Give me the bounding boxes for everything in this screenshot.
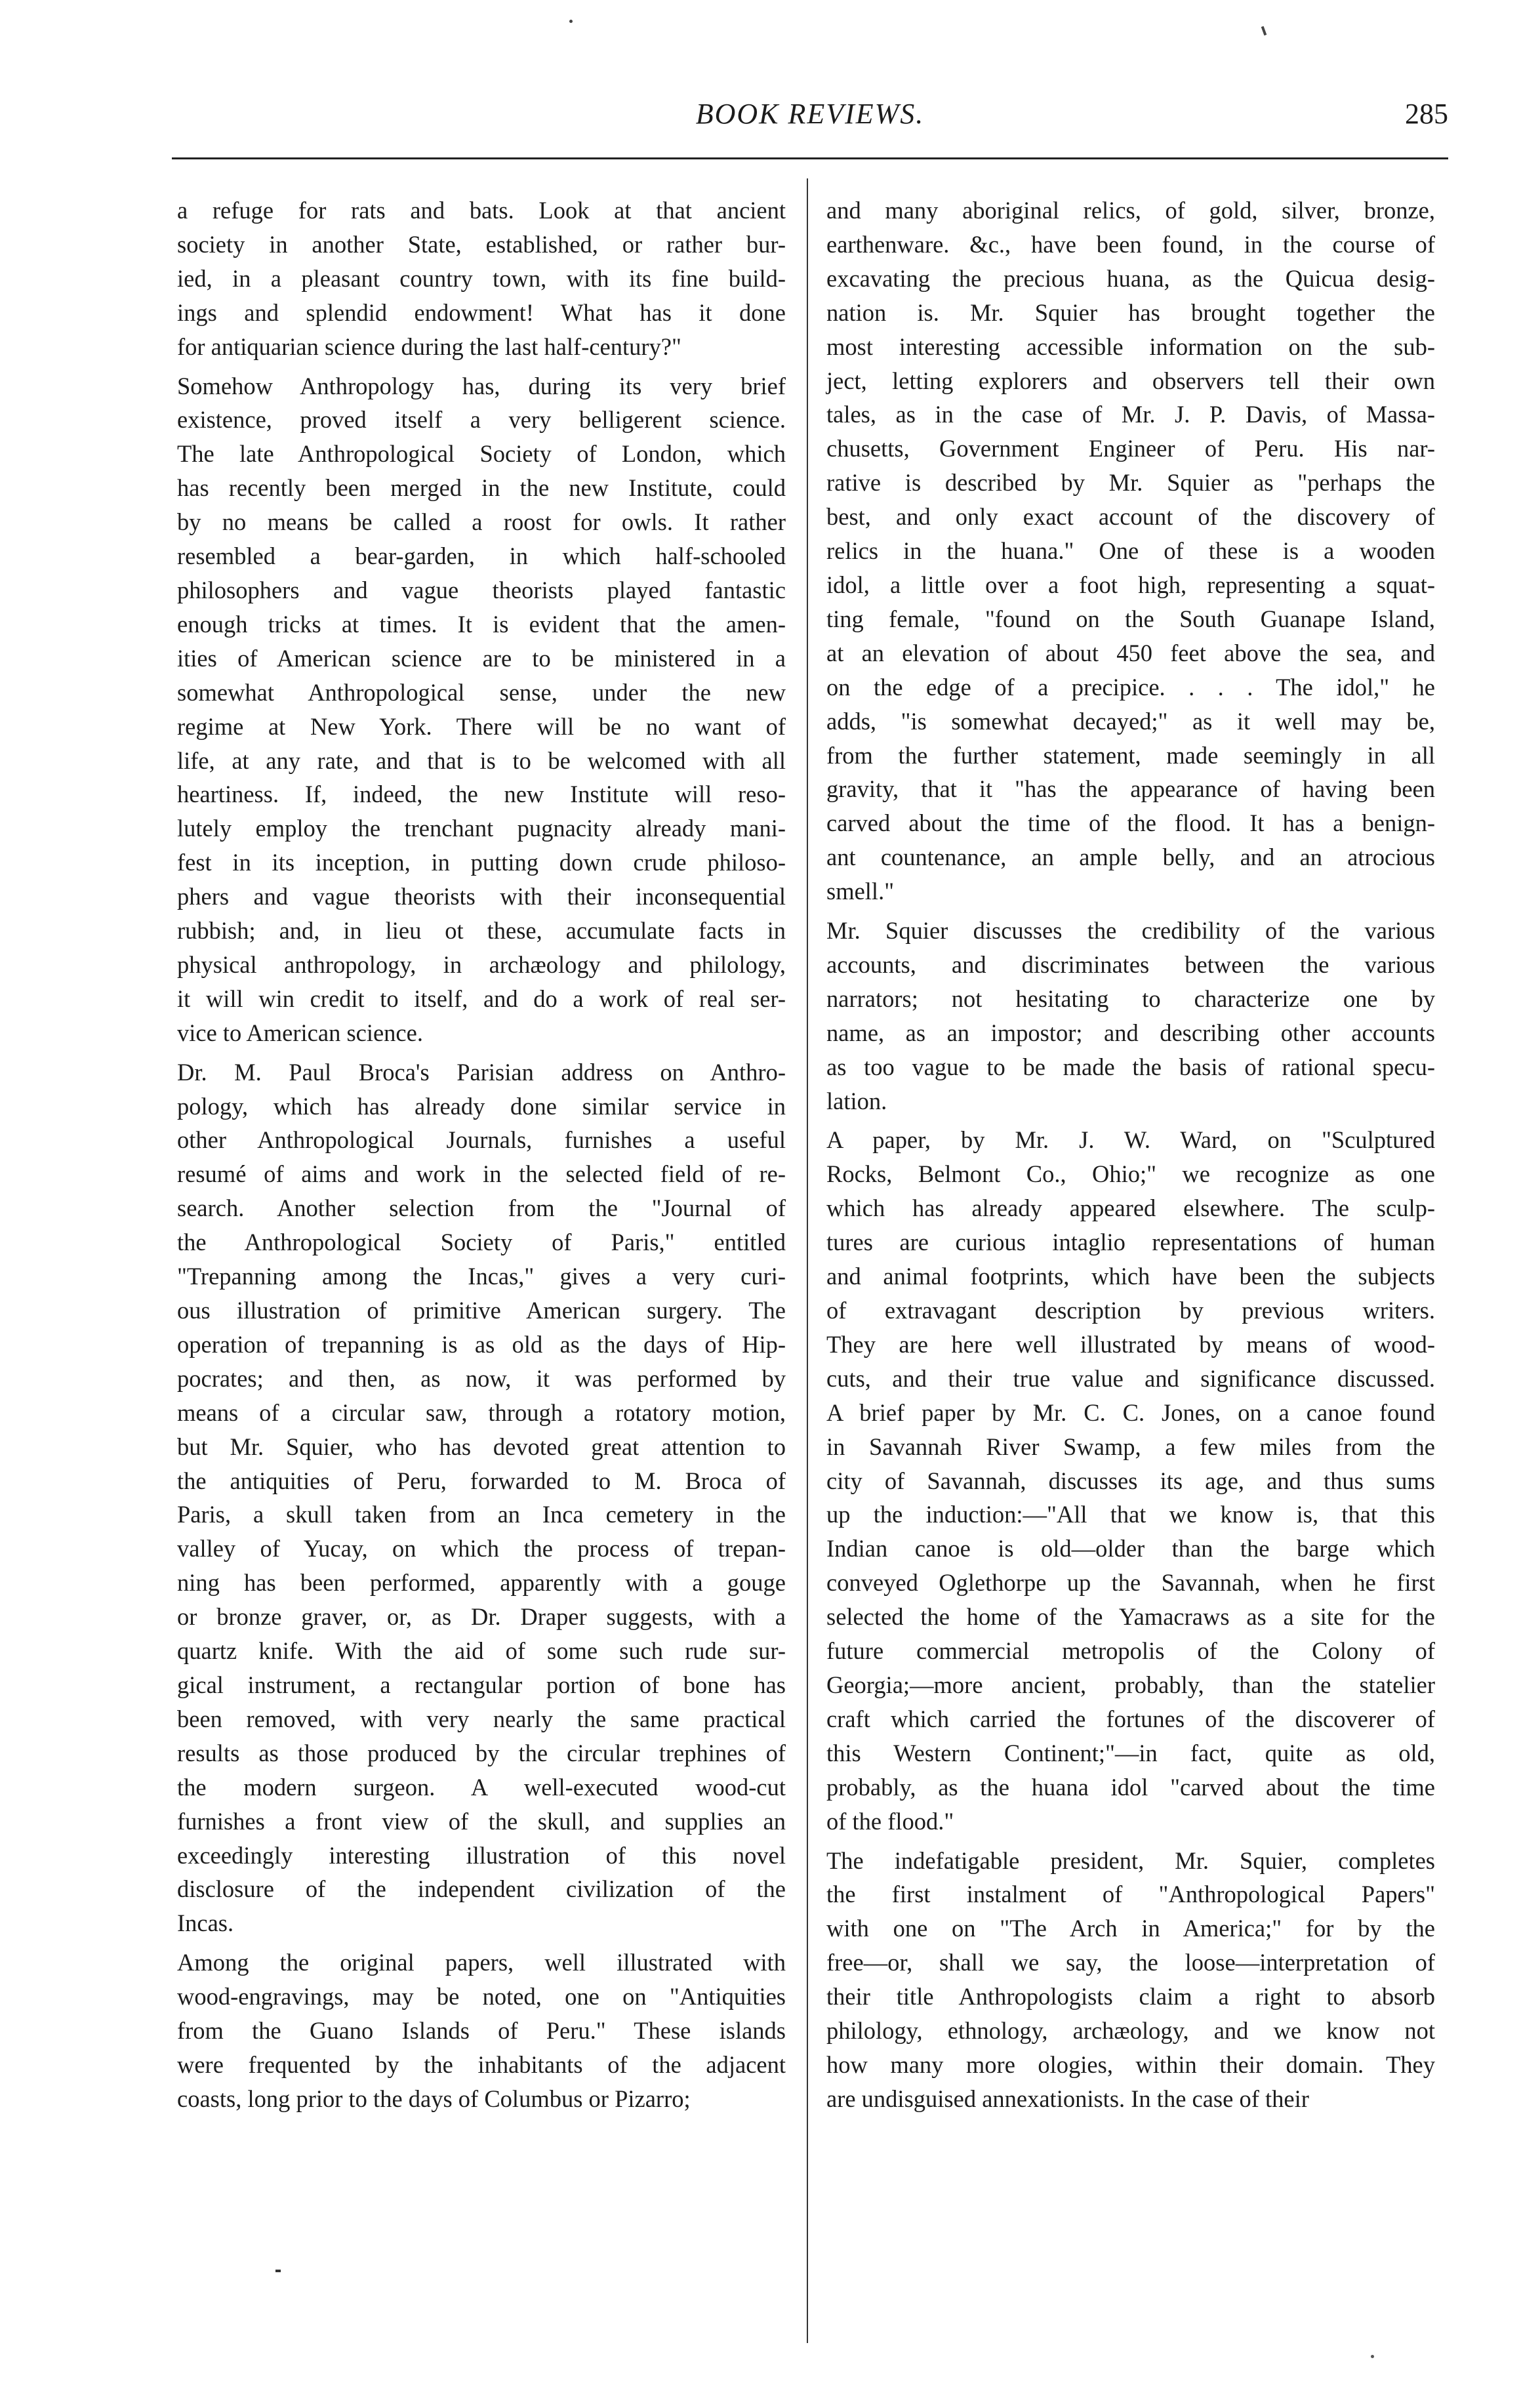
text-line: accounts, and discriminates between the various [826,950,1435,978]
text-line: and many aboriginal relics, of gold, silver, bronze, [826,197,1435,224]
page-number: 285 [1405,98,1448,130]
column-divider [807,178,808,2343]
print-speck [569,20,573,23]
text-line: on the edge of a precipice. . . . The idol," he [826,673,1435,701]
text-line: Paris, a skull taken from an Inca cemetery in the [177,1501,786,1528]
text-line: at an elevation of about 450 feet above the sea, and [826,639,1435,666]
text-line: disclosure of the independent civilization of the [177,1875,786,1903]
text-line: adds, "is somewhat decayed;" as it well may be, [826,707,1435,735]
print-mark [1261,26,1267,36]
text-line: society in another State, established, or rather bur- [177,230,786,258]
text-line: this Western Continent;"—in fact, quite as old, [826,1739,1435,1766]
text-line: Georgia;—more ancient, probably, than the statelier [826,1671,1435,1698]
text-line: idol, a little over a foot high, representing a squat- [826,571,1435,598]
text-line: tures are curious intaglio representations of human [826,1229,1435,1256]
text-line: up the induction:—"All that we know is, that this [826,1501,1435,1528]
paragraph [177,1055,786,1941]
text-line: as too vague to be made the basis of rational specu- [826,1053,1435,1080]
text-line: it will win credit to itself, and do a work of real ser- [177,985,786,1012]
text-line: physical anthropology, in archæology and philology, [177,950,786,978]
text-line: tales, as in the case of Mr. J. P. Davis, of Massa- [826,401,1435,428]
text-line: ject, letting explorers and observers tell their own [826,367,1435,394]
page-header [172,84,1448,140]
text-line: ting female, "found on the South Guanape Island, [826,605,1435,632]
text-line: been removed, with very nearly the same practical [177,1705,786,1732]
text-line: carved about the time of the flood. It has a benign- [826,809,1435,837]
text-line: search. Another selection from the "Journal of [177,1194,786,1222]
text-line: conveyed Oglethorpe up the Savannah, when he first [826,1569,1435,1597]
text-line: vice to American science. [177,1019,423,1046]
text-line: wood-engravings, may be noted, one on "Antiquities [177,1983,786,2010]
text-line: nation is. Mr. Squier has brought together the [826,298,1435,326]
header-rule [172,157,1448,159]
text-line: cuts, and their true value and significance discussed. [826,1364,1435,1392]
text-line: somewhat Anthropological sense, under the new [177,678,786,706]
text-line: philosophers and vague theorists played fantastic [177,576,786,603]
text-line: lation. [826,1087,887,1114]
text-line: for antiquarian science during the last half-century?" [177,333,681,360]
text-line: ied, in a pleasant country town, with its fine build- [177,264,786,292]
text-line: ant countenance, an ample belly, and an atrocious [826,844,1435,871]
paragraph [177,369,786,1050]
text-line: resumé of aims and work in the selected field of re- [177,1160,786,1188]
text-line: philology, ethnology, archæology, and we know not [826,2017,1435,2045]
text-line: The late Anthropological Society of London, which [177,440,786,468]
text-line: but Mr. Squier, who has devoted great attention to [177,1433,786,1460]
text-line: chusetts, Government Engineer of Peru. His nar- [826,435,1435,462]
text-line: a refuge for rats and bats. Look at that ancient [177,197,786,224]
text-line: means of a circular saw, through a rotatory motion, [177,1398,786,1426]
text-line: phers and vague theorists with their inconsequential [177,883,786,910]
text-line: from the Guano Islands of Peru." These islands [177,2017,786,2045]
text-line: were frequented by the inhabitants of the adjacent [177,2051,786,2078]
text-line: A brief paper by Mr. C. C. Jones, on a canoe found [826,1398,1435,1426]
text-line: Rocks, Belmont Co., Ohio;" we recognize as one [826,1160,1435,1188]
text-line: Indian canoe is old—older than the barge which [826,1535,1435,1562]
text-line: rubbish; and, in lieu ot these, accumulate facts in [177,917,786,945]
text-line: from the further statement, made seemingly in all [826,741,1435,769]
text-line: which has already appeared elsewhere. The sculp- [826,1194,1435,1222]
text-line: excavating the precious huana, as the Quicua desig- [826,264,1435,292]
text-line: free—or, shall we say, the loose—interpretation of [826,1949,1435,1976]
text-line: resembled a bear-garden, in which half-schooled [177,542,786,570]
text-line: furnishes a front view of the skull, and supplies an [177,1807,786,1835]
left-column [177,194,786,2116]
text-line: valley of Yucay, on which the process of trepan- [177,1535,786,1562]
text-line: exceedingly interesting illustration of this novel [177,1841,786,1869]
text-line: Among the original papers, well illustrated with [177,1949,786,1976]
text-line: of extravagant description by previous writers. [826,1297,1435,1324]
text-line: quartz knife. With the aid of some such rude sur- [177,1637,786,1665]
text-line: pology, which has already done similar service in [177,1092,786,1120]
text-line: most interesting accessible information on the sub- [826,333,1435,360]
print-speck [275,2270,281,2272]
text-line: their title Anthropologists claim a right to absorb [826,1983,1435,2010]
text-line: future commercial metropolis of the Colony of [826,1637,1435,1665]
text-line: gical instrument, a rectangular portion of bone has [177,1671,786,1698]
text-line: Dr. M. Paul Broca's Parisian address on Anthro- [177,1058,786,1086]
text-line: the Anthropological Society of Paris," entitled [177,1229,786,1256]
text-line: the antiquities of Peru, forwarded to M. Broca of [177,1467,786,1494]
text-line: craft which carried the fortunes of the discoverer of [826,1705,1435,1732]
text-line: gravity, that it "has the appearance of having been [826,775,1435,803]
text-line: smell." [826,878,895,905]
text-line: by no means be called a roost for owls. It rather [177,508,786,536]
paragraph [826,1844,1435,2116]
text-line: They are here well illustrated by means of wood- [826,1330,1435,1358]
text-line: of the flood." [826,1807,954,1835]
text-line: or bronze graver, or, as Dr. Draper suggests, with a [177,1603,786,1631]
text-line: are undisguised annexationists. In the case of their [826,2085,1309,2112]
right-column [826,194,1435,2116]
paragraph [177,1946,786,2116]
text-line: selected the home of the Yamacraws as a site for the [826,1603,1435,1631]
text-line: earthenware. &c., have been found, in the course of [826,230,1435,258]
paragraph [177,194,786,364]
text-line: existence, proved itself a very belligerent science. [177,406,786,434]
text-line: how many more ologies, within their domain. They [826,2051,1435,2078]
text-line: Incas. [177,1909,234,1937]
text-line: has recently been merged in the new Institute, could [177,474,786,502]
paragraph [826,914,1435,1118]
text-line: coasts, long prior to the days of Columbus or Pizarro; [177,2085,691,2112]
text-line: fest in its inception, in putting down crude philoso- [177,849,786,876]
text-line: Mr. Squier discusses the credibility of the various [826,917,1435,945]
text-line: Somehow Anthropology has, during its very brief [177,372,786,399]
text-line: ings and splendid endowment! What has it done [177,298,786,326]
text-line: city of Savannah, discusses its age, and thus sums [826,1467,1435,1494]
text-line: the modern surgeon. A well-executed wood-cut [177,1773,786,1801]
text-line: best, and only exact account of the discovery of [826,503,1435,531]
text-line: The indefatigable president, Mr. Squier, completes [826,1847,1435,1874]
text-line: operation of trepanning is as old as the days of Hip- [177,1330,786,1358]
text-line: A paper, by Mr. J. W. Ward, on "Sculptured [826,1126,1435,1154]
text-line: life, at any rate, and that is to be welcomed with all [177,746,786,774]
text-line: pocrates; and then, as now, it was performed by [177,1364,786,1392]
text-line: and animal footprints, which have been the subjects [826,1263,1435,1290]
text-line: ities of American science are to be ministered in a [177,644,786,672]
text-line: ning has been performed, apparently with a gouge [177,1569,786,1597]
print-speck [1371,2355,1374,2358]
text-line: the first instalment of "Anthropological Papers" [826,1881,1435,1908]
text-line: other Anthropological Journals, furnishes a useful [177,1126,786,1154]
text-line: name, as an impostor; and describing other accounts [826,1019,1435,1046]
paragraph [826,194,1435,908]
text-line: "Trepanning among the Incas," gives a very curi- [177,1263,786,1290]
text-line: results as those produced by the circular trephines of [177,1739,786,1766]
running-title: BOOK REVIEWS. [695,98,925,130]
paragraph [826,1123,1435,1838]
text-line: enough tricks at times. It is evident that the amen- [177,610,786,638]
text-line: narrators; not hesitating to characterize one by [826,985,1435,1012]
text-line: ous illustration of primitive American surgery. The [177,1297,786,1324]
text-line: in Savannah River Swamp, a few miles from the [826,1433,1435,1460]
text-line: heartiness. If, indeed, the new Institute will reso- [177,781,786,808]
text-line: rative is described by Mr. Squier as "perhaps the [826,469,1435,497]
text-line: probably, as the huana idol "carved about the time [826,1773,1435,1801]
text-line: relics in the huana." One of these is a wooden [826,537,1435,565]
text-line: regime at New York. There will be no want of [177,712,786,740]
text-line: with one on "The Arch in America;" for by the [826,1915,1435,1942]
text-line: lutely employ the trenchant pugnacity already mani- [177,815,786,842]
